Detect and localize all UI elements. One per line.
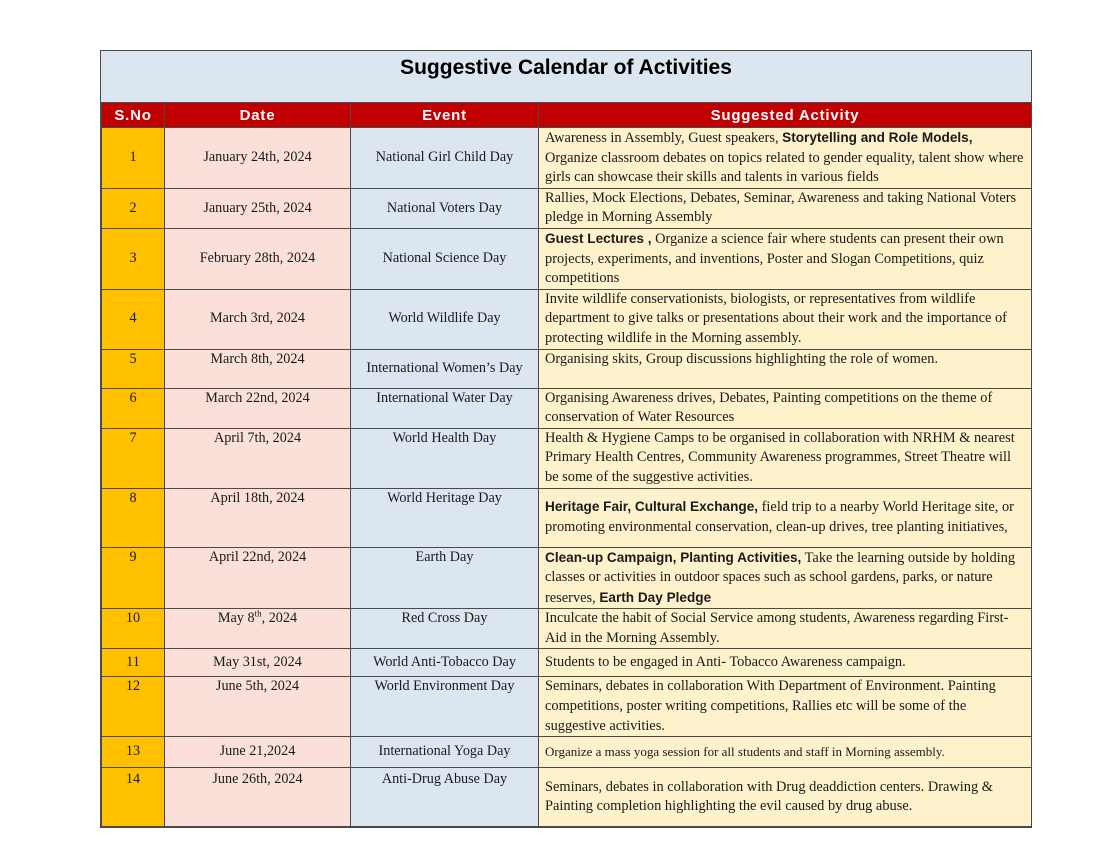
row-activity	[539, 488, 1032, 547]
row-activity: Health & Hygiene Camps to be organised in collaboration with NRHM & nearest Primary Health Centres, Community Awareness programmes, Street Theatre will be some of the suggestive activities.	[539, 428, 1032, 488]
row-date: June 26th, 2024	[165, 768, 351, 827]
table-row	[102, 768, 1032, 827]
activities-calendar	[100, 50, 1032, 828]
row-event: National Science Day	[351, 228, 539, 289]
row-sno: 4	[102, 289, 165, 349]
row-event: National Voters Day	[351, 188, 539, 228]
row-sno: 6	[102, 388, 165, 428]
header-event: Event	[351, 103, 539, 128]
date-text: , 2024	[261, 610, 298, 627]
row-activity: Students to be engaged in Anti- Tobacco Awareness campaign.	[539, 649, 1032, 677]
header-sno: S.No	[102, 103, 165, 128]
activity-bold-text: Guest Lectures ,	[545, 230, 652, 246]
row-event: International Water Day	[351, 388, 539, 428]
row-activity: Organize a mass yoga session for all students and staff in Morning assembly.	[539, 737, 1032, 768]
row-activity: Rallies, Mock Elections, Debates, Seminar, Awareness and taking National Voters pledge in Morning Assembly	[539, 188, 1032, 228]
row-date: March 22nd, 2024	[165, 388, 351, 428]
table-row	[102, 388, 1032, 428]
row-event: Anti-Drug Abuse Day	[351, 768, 539, 827]
row-date	[165, 609, 351, 649]
row-date: May 31st, 2024	[165, 649, 351, 677]
table-row	[102, 547, 1032, 609]
row-date: April 18th, 2024	[165, 488, 351, 547]
table-row	[102, 128, 1032, 189]
row-sno: 13	[102, 737, 165, 768]
row-sno: 14	[102, 768, 165, 827]
header-activity: Suggested Activity	[539, 103, 1032, 128]
row-sno: 8	[102, 488, 165, 547]
row-event: World Heritage Day	[351, 488, 539, 547]
row-sno: 12	[102, 677, 165, 737]
table-row	[102, 609, 1032, 649]
table-row	[102, 349, 1032, 388]
calendar-title: Suggestive Calendar of Activities	[101, 51, 1031, 103]
row-activity	[539, 547, 1032, 609]
row-sno: 1	[102, 128, 165, 189]
row-date: February 28th, 2024	[165, 228, 351, 289]
table-row	[102, 188, 1032, 228]
activities-table	[101, 103, 1032, 827]
activity-bold-text: Earth Day Pledge	[599, 589, 712, 605]
row-activity	[539, 228, 1032, 289]
activity-text: field trip to a nearby World Heritage site, or promoting environmental conservation, clean-up drives, tree planting initiatives,	[545, 499, 1014, 535]
activity-text: Take the learning outside by holding classes or activities in outdoor spaces such as school gardens, parks, or nature reserves,	[545, 549, 1016, 606]
row-event: World Environment Day	[351, 677, 539, 737]
row-sno: 11	[102, 649, 165, 677]
row-date: June 21,2024	[165, 737, 351, 768]
activity-text: Organize classroom debates on topics related to gender equality, talent show where girls can showcase their skills and talents in various fields	[545, 149, 1024, 186]
row-date: January 25th, 2024	[165, 188, 351, 228]
row-event: National Girl Child Day	[351, 128, 539, 189]
row-activity: Organising skits, Group discussions highlighting the role of women.	[539, 349, 1032, 388]
row-date: June 5th, 2024	[165, 677, 351, 737]
table-row	[102, 428, 1032, 488]
row-sno: 3	[102, 228, 165, 289]
table-row	[102, 488, 1032, 547]
row-event: World Anti-Tobacco Day	[351, 649, 539, 677]
activity-text: Organize a science fair where students can present their own projects, experiments, and inventions, Poster and Slogan Competitions, quiz competitions	[545, 230, 1004, 287]
date-ordinal: th	[254, 608, 262, 619]
activity-bold-text: Storytelling and Role Models,	[782, 130, 973, 145]
row-activity: Invite wildlife conservationists, biologists, or representatives from wildlife department to give talks or presentations about their work and the importance of protecting wildlife in the Morning assembly.	[539, 289, 1032, 349]
row-date: March 3rd, 2024	[165, 289, 351, 349]
row-activity: Inculcate the habit of Social Service among students, Awareness regarding First-Aid in the Morning Assembly.	[539, 609, 1032, 649]
activity-bold-text: Clean-up Campaign, Planting Activities,	[545, 549, 802, 565]
table-row	[102, 228, 1032, 289]
row-sno: 7	[102, 428, 165, 488]
row-event: Earth Day	[351, 547, 539, 609]
table-row	[102, 649, 1032, 677]
row-date: April 22nd, 2024	[165, 547, 351, 609]
row-event: International Yoga Day	[351, 737, 539, 768]
date-text: May 8	[217, 610, 255, 627]
row-event: World Health Day	[351, 428, 539, 488]
row-date: March 8th, 2024	[165, 349, 351, 388]
row-date: April 7th, 2024	[165, 428, 351, 488]
row-event: International Women’s Day	[351, 349, 539, 388]
row-activity: Seminars, debates in collaboration with Drug deaddiction centers. Drawing & Painting completion highlighting the evil caused by drug abuse.	[539, 768, 1032, 827]
row-sno: 9	[102, 547, 165, 609]
row-sno: 5	[102, 349, 165, 388]
activity-bold-text: Heritage Fair, Cultural Exchange,	[545, 499, 759, 515]
table-row	[102, 737, 1032, 768]
row-activity	[539, 128, 1032, 189]
table-row	[102, 289, 1032, 349]
activity-text: Awareness in Assembly, Guest speakers,	[545, 130, 783, 146]
table-header-row	[102, 103, 1032, 128]
row-sno: 2	[102, 188, 165, 228]
row-event: Red Cross Day	[351, 609, 539, 649]
row-event: World Wildlife Day	[351, 289, 539, 349]
row-sno: 10	[102, 609, 165, 649]
row-activity: Organising Awareness drives, Debates, Painting competitions on the theme of conservation of Water Resources	[539, 388, 1032, 428]
row-activity: Seminars, debates in collaboration With Department of Environment. Painting competitions, poster writing competitions, Rallies etc will be some of the suggestive activities.	[539, 677, 1032, 737]
header-date: Date	[165, 103, 351, 128]
table-row	[102, 677, 1032, 737]
row-date: January 24th, 2024	[165, 128, 351, 189]
